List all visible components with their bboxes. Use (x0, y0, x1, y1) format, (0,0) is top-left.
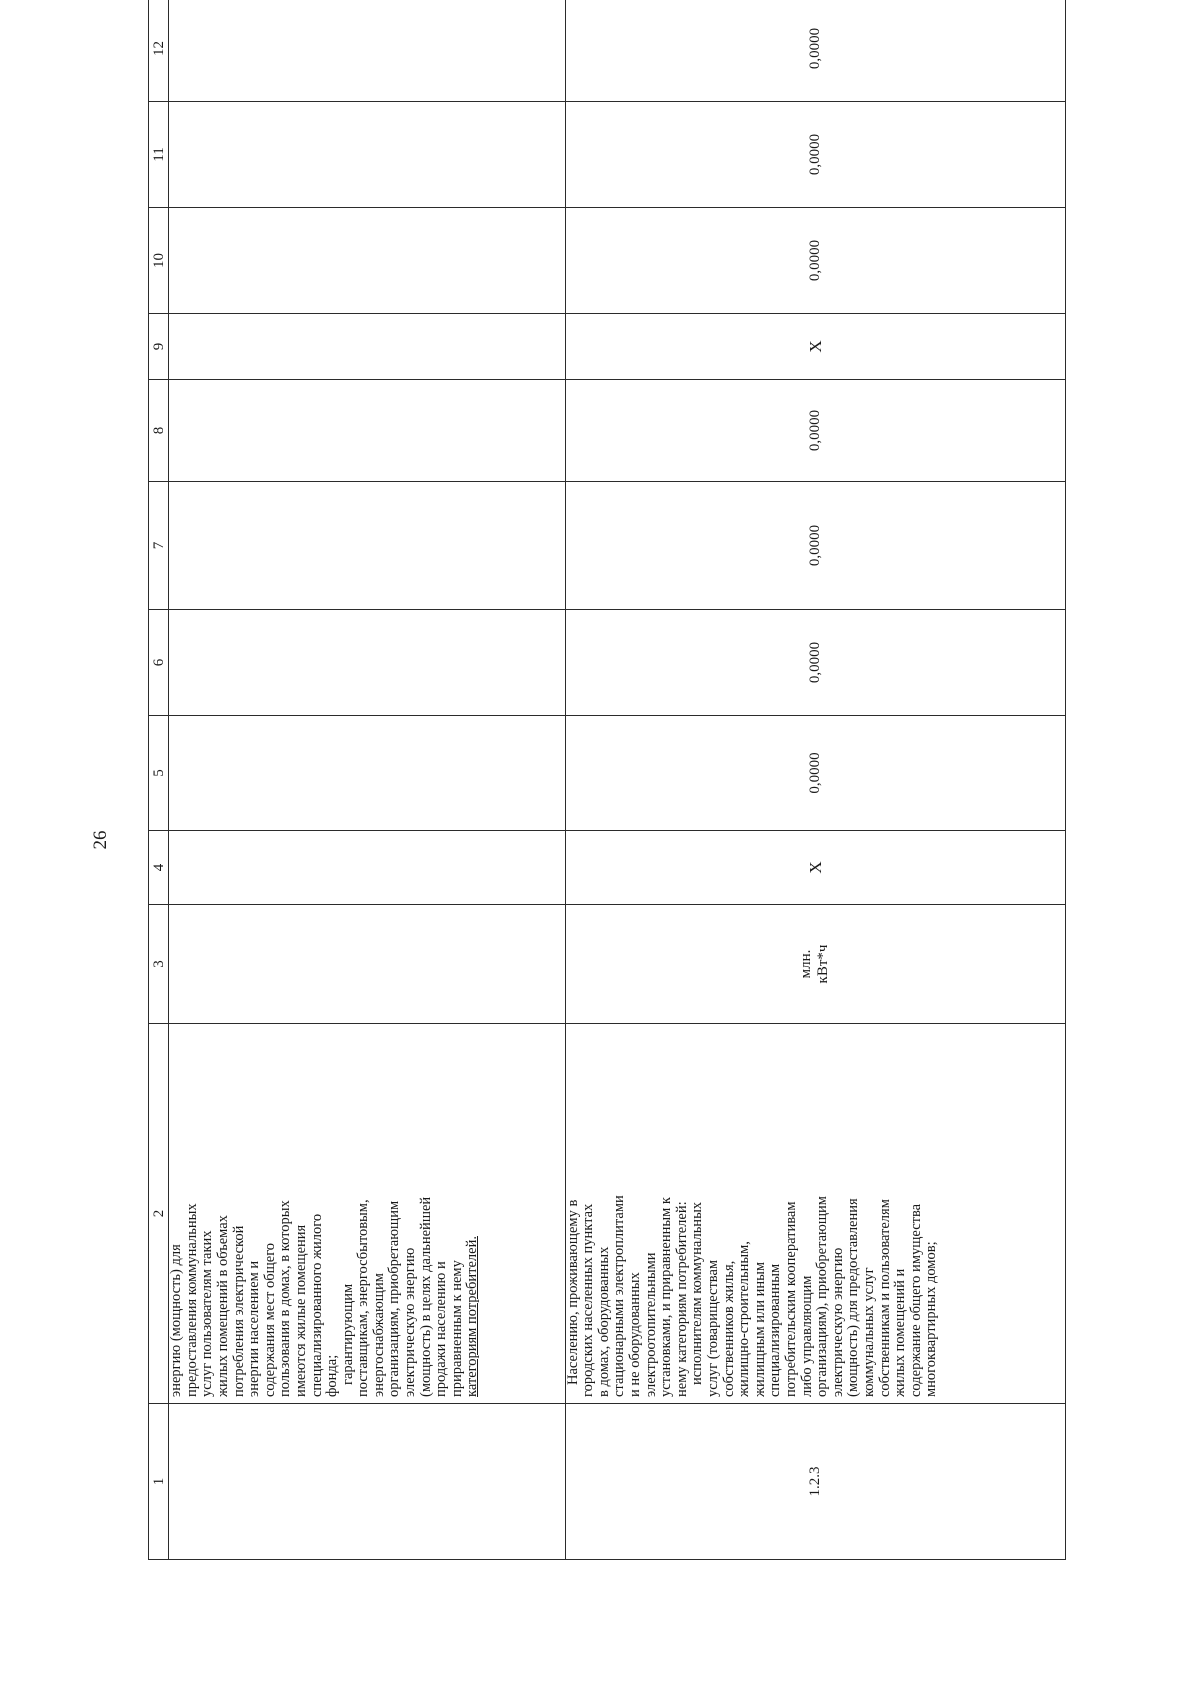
description-line: нему категориям потребителей: (673, 1201, 690, 1397)
description-line: жилищным или иным (751, 1261, 768, 1397)
description-line: собственников жилья, (720, 1260, 737, 1397)
empty-cell (169, 716, 565, 831)
empty-cell (169, 380, 565, 482)
page-number: 26 (90, 830, 111, 850)
description-line: услуг (товариществам (704, 1259, 721, 1397)
empty-cell (169, 482, 565, 610)
value-cell: 0,0000 (565, 102, 1065, 208)
empty-cell (169, 102, 565, 208)
description-line: поставщикам, энергосбытовым, (355, 1199, 372, 1397)
description-line: пользования в домах, в которых (277, 1200, 294, 1397)
value-cell: 0,0000 (565, 482, 1065, 610)
table-row-continuation (169, 0, 565, 1560)
column-number: 1 (149, 1404, 169, 1560)
description-line: специализированного жилого (308, 1213, 325, 1397)
unit-line: млн. (798, 949, 815, 979)
column-number: 8 (149, 380, 169, 482)
description-line: Населению, проживающему в (564, 1199, 581, 1385)
description-line: имеются жилые помещения (292, 1224, 309, 1397)
description-line: специализированным (767, 1263, 784, 1397)
description-line: многоквартирных домов; (923, 1241, 940, 1397)
column-number: 6 (149, 610, 169, 716)
description-line: (мощность) для предоставления (845, 1198, 862, 1397)
description-line: исполнителям коммунальных (689, 1201, 706, 1385)
description-line: содержания мест общего (261, 1242, 278, 1397)
value-cell: X (565, 314, 1065, 380)
empty-cell (169, 610, 565, 716)
description-line: фонда; (324, 1354, 341, 1397)
description-line: установками, и приравненным к (658, 1197, 675, 1397)
empty-cell (169, 314, 565, 380)
description-line: электроотопительными (642, 1252, 659, 1397)
description-line: стационарными электроплитами (611, 1195, 628, 1397)
description-line: энергоснабжающим (370, 1273, 387, 1397)
tariff-table (148, 0, 1066, 1560)
empty-cell (169, 0, 565, 102)
row-description (565, 1024, 1065, 1404)
unit-line: кВт*ч (815, 944, 832, 984)
description-line: городских населенных пунктах (580, 1203, 597, 1397)
row-code: 1.2.3 (565, 1404, 1065, 1560)
description-line: либо управляющим (798, 1275, 815, 1397)
description-line: потребления электрической (230, 1225, 247, 1397)
description-line: организациям, приобретающим (386, 1200, 403, 1397)
description-line: жилых помещений и (892, 1268, 909, 1397)
column-number: 12 (149, 0, 169, 102)
description-line: категориям потребителей. (464, 1236, 481, 1397)
column-number: 9 (149, 314, 169, 380)
value-cell: 0,0000 (565, 0, 1065, 102)
description-line: собственникам и пользователям (876, 1199, 893, 1397)
empty-cell (169, 905, 565, 1024)
description-line: коммунальных услуг (860, 1267, 877, 1397)
rotated-table-wrapper (148, 20, 1066, 1560)
description-line: (мощность) в целях дальнейшей (417, 1196, 434, 1397)
description-line: в домах, оборудованных (595, 1246, 612, 1397)
table-row-1-2-3 (565, 0, 1065, 1560)
empty-cell (169, 208, 565, 314)
column-number: 5 (149, 716, 169, 831)
unit-cell (565, 905, 1065, 1024)
description-line: энергии населением и (246, 1260, 263, 1397)
value-cell: X (565, 831, 1065, 905)
value-cell: 0,0000 (565, 716, 1065, 831)
description-line: энергию (мощность) для (168, 1244, 185, 1397)
description-line: услуг пользователям таких (199, 1230, 216, 1397)
column-number: 7 (149, 482, 169, 610)
description-line: гарантирующим (339, 1283, 356, 1385)
description-line: продажи населению и (433, 1261, 450, 1397)
column-number: 11 (149, 102, 169, 208)
empty-cell (169, 831, 565, 905)
value-cell: 0,0000 (565, 610, 1065, 716)
column-number: 10 (149, 208, 169, 314)
row-code (169, 1404, 565, 1560)
description-line: электрическую энергию (402, 1247, 419, 1397)
value-cell: 0,0000 (565, 380, 1065, 482)
column-number: 2 (149, 1024, 169, 1404)
description-line: потребительским кооперативам (782, 1201, 799, 1397)
description-line: жилых помещений в объемах (214, 1215, 231, 1397)
description-line: содержание общего имущества (907, 1203, 924, 1397)
column-number-row (149, 0, 169, 1560)
column-number: 3 (149, 905, 169, 1024)
column-number: 4 (149, 831, 169, 905)
description-line: организациям), приобретающим (814, 1196, 831, 1397)
description-line: электрическую энергию (829, 1247, 846, 1397)
description-line: приравненным к нему (448, 1260, 465, 1397)
row-description (169, 1024, 565, 1404)
description-line: предоставления коммунальных (183, 1203, 200, 1397)
description-line: и не оборудованных (627, 1272, 643, 1397)
description-line: жилищно-строительным, (736, 1241, 753, 1397)
value-cell: 0,0000 (565, 208, 1065, 314)
